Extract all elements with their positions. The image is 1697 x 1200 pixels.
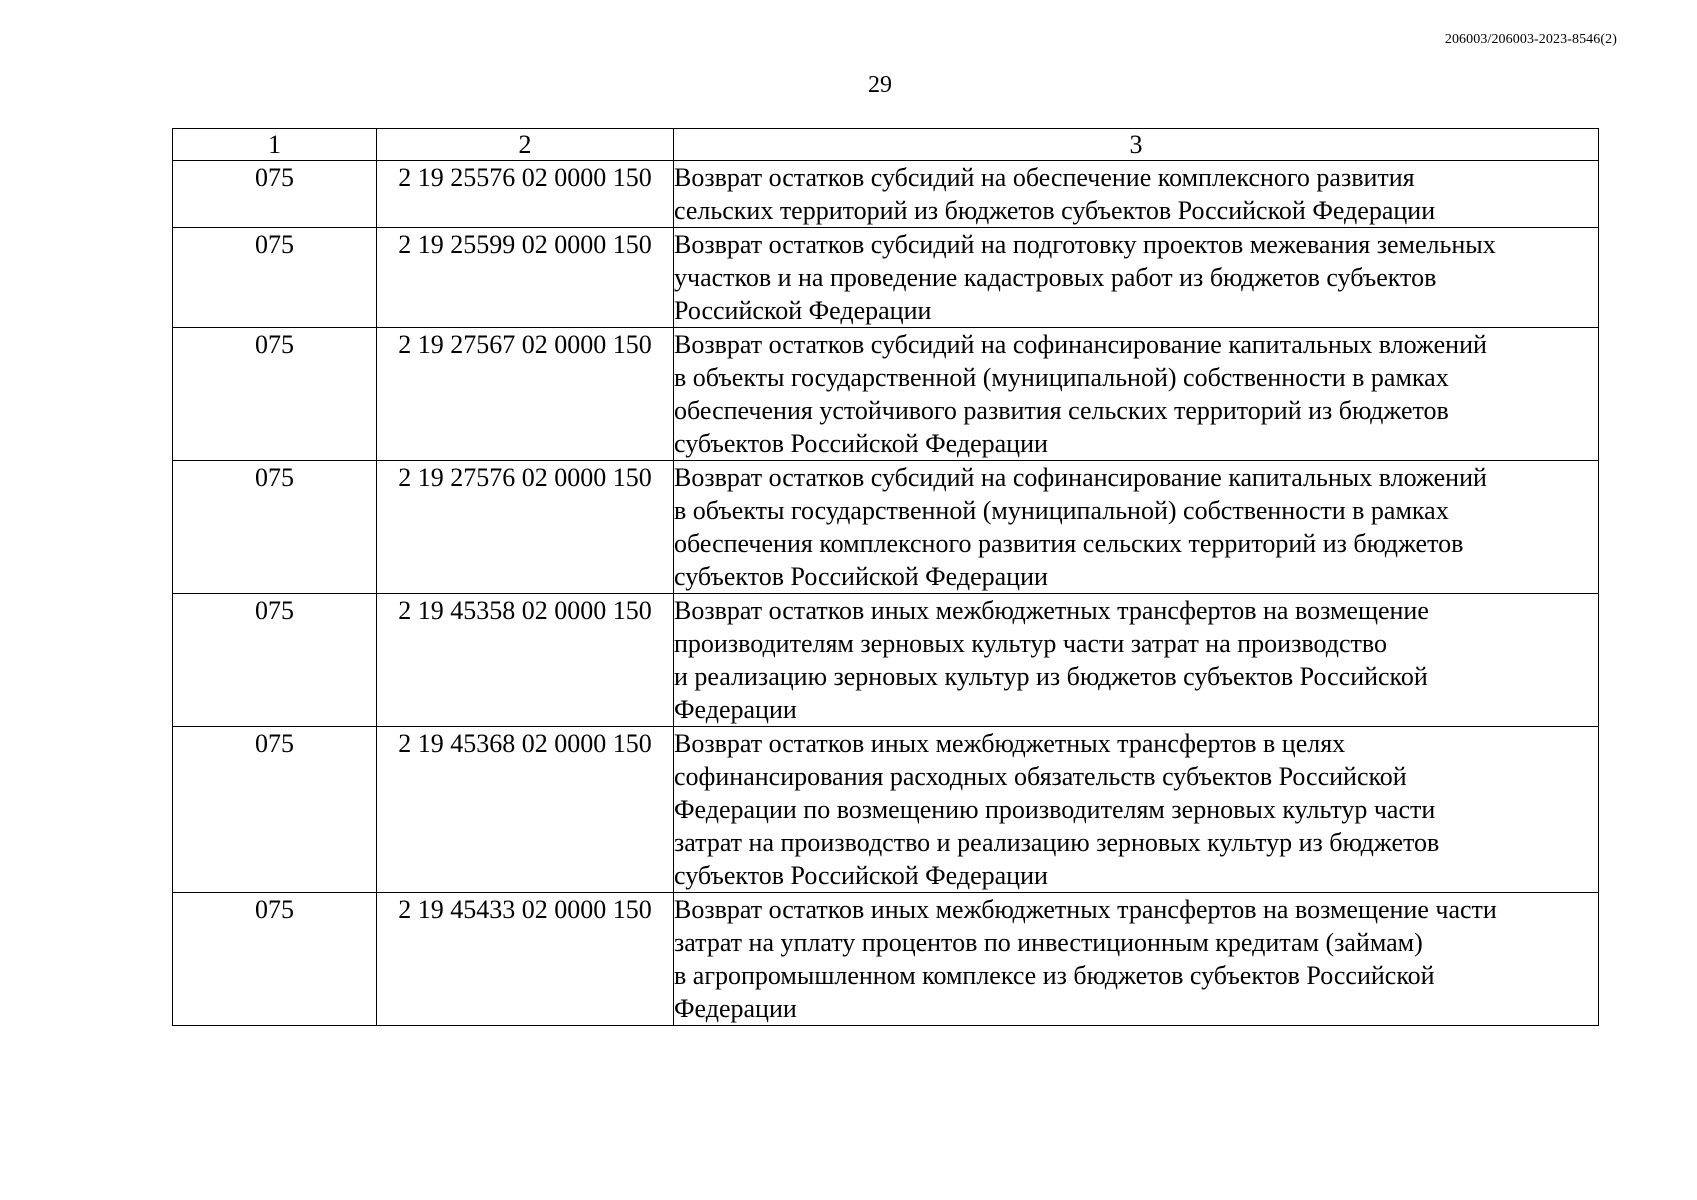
description-cell (674, 461, 1599, 594)
kbk-code-cell: 2 19 25599 02 0000 150 (377, 228, 674, 328)
kbk-code-cell: 2 19 27567 02 0000 150 (377, 328, 674, 461)
description-line: производителям зерновых культур части затрат на производство (674, 629, 1387, 658)
table-row (173, 161, 1599, 228)
description-cell (674, 893, 1599, 1026)
header-col-1: 1 (173, 129, 377, 161)
description-line: субъектов Российской Федерации (674, 861, 1048, 890)
description-cell (674, 161, 1599, 228)
document-id: 206003/206003-2023-8546(2) (1444, 32, 1617, 47)
description-line: Федерации (674, 695, 797, 724)
budget-codes-table (172, 128, 1599, 1026)
table-row (173, 461, 1599, 594)
table-row (173, 328, 1599, 461)
admin-code-cell: 075 (173, 328, 377, 461)
description-line: субъектов Российской Федерации (674, 562, 1048, 591)
admin-code-cell: 075 (173, 893, 377, 1026)
kbk-code-cell: 2 19 45358 02 0000 150 (377, 594, 674, 727)
header-col-3: 3 (674, 129, 1599, 161)
description-line: Возврат остатков иных межбюджетных трансфертов на возмещение (674, 596, 1429, 625)
admin-code-cell: 075 (173, 228, 377, 328)
description-line: субъектов Российской Федерации (674, 429, 1048, 458)
description-line: Возврат остатков иных межбюджетных трансфертов в целях (674, 729, 1346, 758)
admin-code-cell: 075 (173, 461, 377, 594)
header-col-2: 2 (377, 129, 674, 161)
description-line: сельских территорий из бюджетов субъектов Российской Федерации (674, 196, 1436, 225)
kbk-code-cell: 2 19 45368 02 0000 150 (377, 727, 674, 893)
description-line: софинансирования расходных обязательств субъектов Российской (674, 762, 1407, 791)
table-row (173, 727, 1599, 893)
kbk-code-cell: 2 19 25576 02 0000 150 (377, 161, 674, 228)
description-line: Российской Федерации (674, 296, 932, 325)
description-line: затрат на производство и реализацию зерновых культур из бюджетов (674, 828, 1440, 857)
description-line: Возврат остатков субсидий на обеспечение комплексного развития (674, 163, 1415, 192)
description-cell (674, 328, 1599, 461)
kbk-code-cell: 2 19 27576 02 0000 150 (377, 461, 674, 594)
table-row (173, 228, 1599, 328)
table-body (173, 161, 1599, 1026)
header-row (173, 129, 1599, 161)
page-number: 29 (868, 72, 892, 98)
description-line: Возврат остатков субсидий на софинансирование капитальных вложений (674, 463, 1487, 492)
table-row (173, 893, 1599, 1026)
admin-code-cell: 075 (173, 727, 377, 893)
description-line: Федерации по возмещению производителям зерновых культур части (674, 795, 1436, 824)
description-line: в объекты государственной (муниципальной) собственности в рамках (674, 496, 1449, 525)
description-line: и реализацию зерновых культур из бюджетов субъектов Российской (674, 662, 1428, 691)
description-cell (674, 594, 1599, 727)
table-header (173, 129, 1599, 161)
description-cell (674, 727, 1599, 893)
description-line: Возврат остатков субсидий на софинансирование капитальных вложений (674, 330, 1487, 359)
description-line: Федерации (674, 994, 797, 1023)
kbk-code-cell: 2 19 45433 02 0000 150 (377, 893, 674, 1026)
admin-code-cell: 075 (173, 161, 377, 228)
description-cell (674, 228, 1599, 328)
description-line: затрат на уплату процентов по инвестиционным кредитам (займам) (674, 928, 1423, 957)
description-line: в агропромышленном комплексе из бюджетов субъектов Российской (674, 961, 1435, 990)
description-line: Возврат остатков субсидий на подготовку проектов межевания земельных (674, 230, 1496, 259)
description-line: в объекты государственной (муниципальной) собственности в рамках (674, 363, 1449, 392)
admin-code-cell: 075 (173, 594, 377, 727)
description-line: обеспечения устойчивого развития сельских территорий из бюджетов (674, 396, 1449, 425)
description-line: обеспечения комплексного развития сельских территорий из бюджетов (674, 529, 1464, 558)
description-line: Возврат остатков иных межбюджетных трансфертов на возмещение части (674, 895, 1497, 924)
table-row (173, 594, 1599, 727)
description-line: участков и на проведение кадастровых работ из бюджетов субъектов (674, 263, 1437, 292)
